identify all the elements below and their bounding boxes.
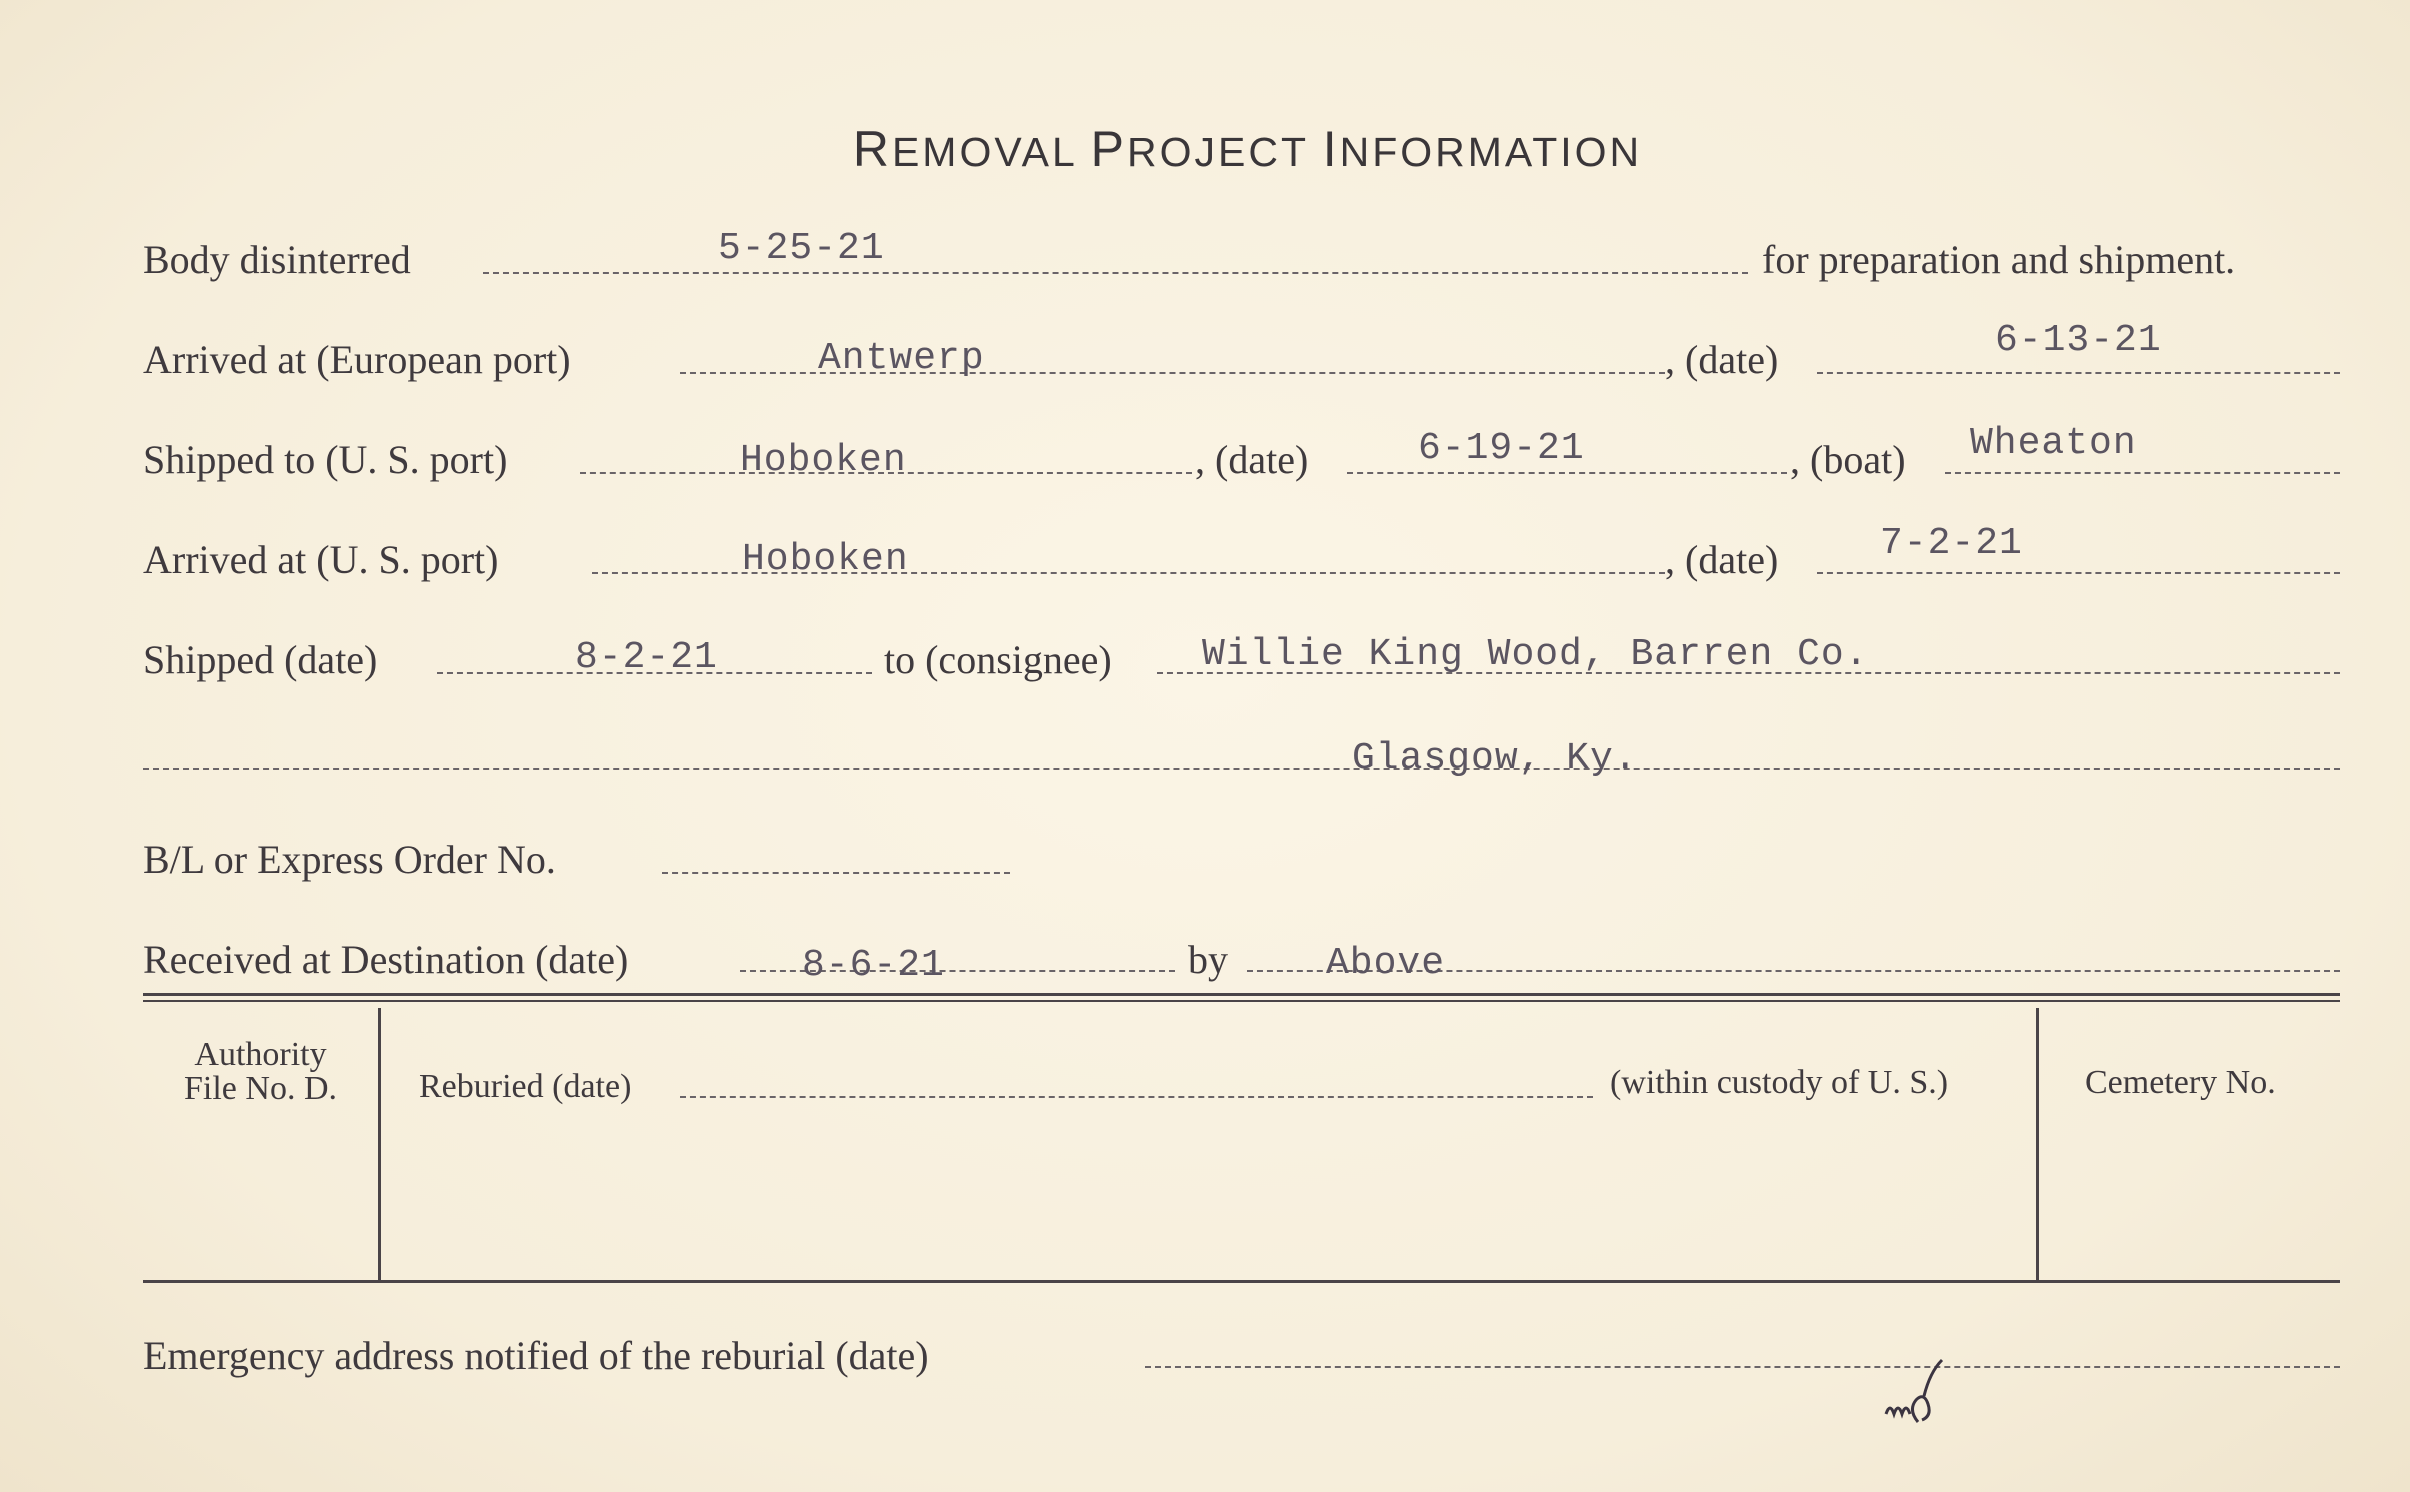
- shipped-us-boat: Wheaton: [1970, 422, 2137, 465]
- arrived-us-date-line: [1817, 572, 2340, 574]
- arrived-us-port: Hoboken: [742, 538, 909, 581]
- shipped-us-boat-line: [1945, 472, 2340, 474]
- box-top-rule: [143, 993, 2340, 996]
- arrived-eu-date-line: [1817, 372, 2340, 374]
- card-title: [0, 120, 2410, 178]
- emergency-label: Emergency address notified of the reburial (date): [143, 1333, 929, 1378]
- consignee-line-2: [143, 768, 2340, 770]
- shipped-date: 8-2-21: [575, 636, 718, 679]
- shipped-us-label: Shipped to (U. S. port): [143, 437, 508, 482]
- box-top-rule-inner: [143, 1000, 2340, 1002]
- consignee-label: to (consignee): [884, 637, 1112, 682]
- disinterred-label: Body disinterred: [143, 237, 411, 282]
- arrived-eu-date-label: , (date): [1665, 337, 1779, 382]
- arrived-us-date: 7-2-21: [1880, 522, 2023, 565]
- disinterred-value: 5-25-21: [718, 227, 885, 270]
- custody-label: (within custody of U. S.): [1610, 1064, 1949, 1101]
- bl-line: [662, 872, 1010, 874]
- shipped-us-date-label: , (date): [1195, 437, 1309, 482]
- shipped-us-port: Hoboken: [740, 439, 907, 482]
- handwritten-initials-icon: [1878, 1352, 1958, 1432]
- box-right-divider: [2036, 1008, 2039, 1280]
- box-bottom-rule: [143, 1280, 2340, 1283]
- arrived-eu-port: Antwerp: [818, 337, 985, 380]
- authority-label-line1: Authority: [194, 1036, 327, 1073]
- consignee-address: Glasgow, Ky.: [1352, 737, 1638, 780]
- shipped-us-boat-label: , (boat): [1790, 437, 1906, 482]
- reburied-line: [680, 1096, 1593, 1098]
- emergency-line: [1145, 1366, 2340, 1368]
- arrived-us-date-label: , (date): [1665, 537, 1779, 582]
- shipped-label: Shipped (date): [143, 637, 378, 682]
- disinterred-suffix: for preparation and shipment.: [1762, 237, 2236, 282]
- shipped-us-date-line: [1347, 472, 1787, 474]
- arrived-eu-label: Arrived at (European port): [143, 337, 571, 382]
- received-date: 8-6-21: [802, 944, 945, 987]
- received-label: Received at Destination (date): [143, 937, 629, 982]
- arrived-us-label: Arrived at (U. S. port): [143, 537, 499, 582]
- consignee-name: Willie King Wood, Barren Co.: [1202, 633, 1869, 676]
- authority-label-line2: File No. D.: [184, 1070, 337, 1107]
- box-left-divider: [378, 1008, 381, 1280]
- received-by-label: by: [1188, 937, 1228, 982]
- reburied-label: Reburied (date): [419, 1068, 632, 1105]
- cemetery-label: Cemetery No.: [2085, 1064, 2276, 1101]
- arrived-eu-date: 6-13-21: [1995, 319, 2162, 362]
- shipped-us-date: 6-19-21: [1418, 427, 1585, 470]
- bl-label: B/L or Express Order No.: [143, 837, 556, 882]
- card-title-text: REMOVAL PROJECT INFORMATION: [852, 121, 1643, 177]
- received-by: Above: [1326, 942, 1446, 985]
- disinterred-line: [483, 272, 1748, 274]
